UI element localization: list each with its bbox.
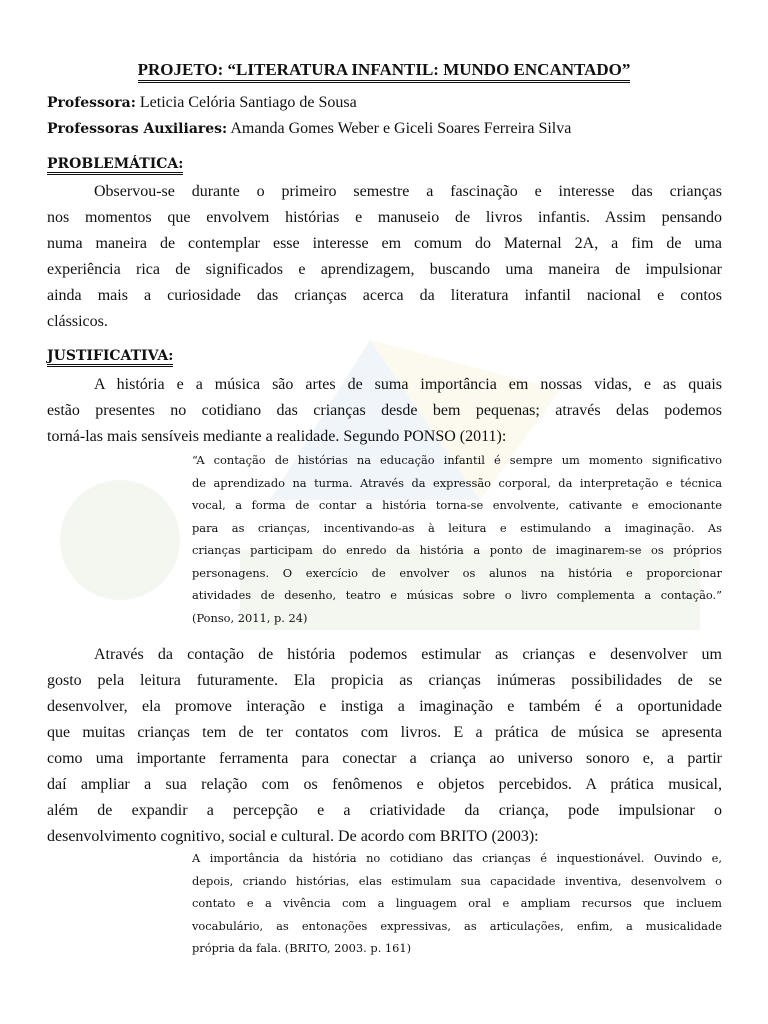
text-line: estão presentes no cotidiano das crianças desde bem pequenas; através delas podemos [47, 402, 722, 419]
justificativa-paragraph-2 [47, 642, 722, 850]
quote-line: A importância da história no cotidiano das crianças é inquestionável. Ouvindo e, [192, 851, 722, 865]
text-line: daí ampliar a sua relação com os fenômenos e objetos percebidos. A prática musical, [47, 776, 722, 793]
text-line: nos momentos que envolvem histórias e manuseio de livros infantis. Assim pensando [47, 209, 722, 226]
text-line: desenvolvimento cognitivo, social e cultural. De acordo com BRITO (2003): [47, 828, 539, 845]
text-line: A história e a música são artes de suma importância em nossas vidas, e as quais [94, 376, 722, 393]
text-line: Através da contação de história podemos estimular as crianças e desenvolver um [94, 646, 722, 663]
text-line: numa maneira de contemplar esse interesse em comum do Maternal 2A, a fim de uma [47, 235, 722, 252]
quote-line: “A contação de histórias na educação infantil é sempre um momento significativo [192, 453, 722, 467]
teacher-name: Leticia Celória Santiago de Sousa [139, 94, 357, 111]
block-quote-brito [192, 847, 722, 960]
text-line: como uma importante ferramenta para conectar a criança ao universo sonoro e, a partir [47, 750, 722, 767]
quote-line: personagens. O exercício de envolver os alunos na história e proporcionar [192, 565, 722, 580]
problematica-paragraph [47, 179, 722, 335]
text-line: torná-las mais sensíveis mediante a realidade. Segundo PONSO (2011): [47, 428, 507, 445]
quote-line: vocabulário, as entonações expressivas, as articulações, enfim, a musicalidade [192, 918, 722, 933]
quote-line: contato e a vivência com a linguagem oral e ampliam recursos que incluem [192, 896, 722, 910]
quote-line: depois, criando histórias, elas estimulam sua capacidade inventiva, desenvolvem o [192, 873, 722, 888]
quote-citation: (Ponso, 2011, p. 24) [192, 610, 308, 625]
text-line: Observou-se durante o primeiro semestre a fascinação e interesse das crianças [94, 183, 722, 200]
text-line: gosto pela leitura futuramente. Ela propicia as crianças inúmeras possibilidades de se [47, 672, 722, 689]
assistants-label: Professoras Auxiliares: [47, 121, 228, 137]
assistants-names: Amanda Gomes Weber e Giceli Soares Ferreira Silva [230, 120, 572, 137]
section-heading-problematica: PROBLEMÁTICA: [47, 156, 722, 172]
text-line: além de expandir a percepção e a criatividade da criança, pode impulsionar o [47, 802, 722, 819]
quote-line: para as crianças, incentivando-as à leitura e estimulando a imaginação. As [192, 520, 722, 535]
text-line: clássicos. [47, 313, 108, 330]
justificativa-paragraph-1 [47, 372, 722, 450]
text-line: desenvolver, ela promove interação e instiga a imaginação e também é a oportunidade [47, 698, 722, 715]
assistants-line [47, 116, 722, 142]
block-quote-ponso [192, 449, 722, 629]
section-heading-justificativa: JUSTIFICATIVA: [47, 348, 722, 364]
text-line: que muitas crianças tem de ter contatos com livros. E a prática de música se apresenta [47, 724, 722, 741]
teacher-label: Professora: [47, 95, 136, 111]
quote-line: de aprendizado na turma. Através da expressão corporal, da interpretação e técnica [192, 475, 722, 490]
text-line: ainda mais a curiosidade das crianças acerca da literatura infantil nacional e contos [47, 287, 722, 304]
quote-line: própria da fala. (BRITO, 2003. p. 161) [192, 941, 412, 955]
quote-line: atividades de desenho, teatro e músicas sobre o livro complementa a contação.” [192, 588, 722, 602]
quote-line: vocal, a forma de contar a história torna-se envolvente, cativante e emocionante [192, 498, 722, 512]
text-line: experiência rica de significados e aprendizagem, buscando uma maneira de impulsionar [47, 261, 722, 278]
teacher-line [47, 90, 722, 116]
page-title: PROJETO: “LITERATURA INFANTIL: MUNDO ENCANTADO” [0, 60, 768, 80]
quote-line: crianças participam do enredo da história a ponto de imaginarem-se os próprios [192, 543, 722, 557]
